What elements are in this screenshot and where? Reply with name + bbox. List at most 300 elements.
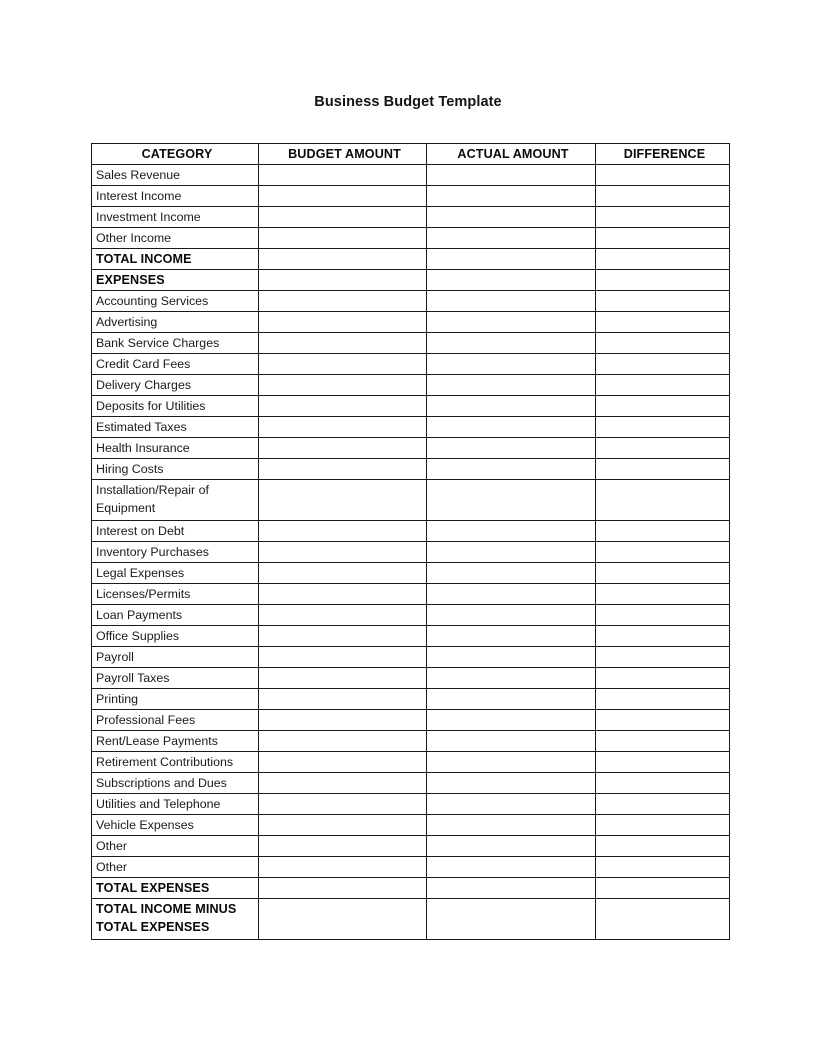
cell-budget-amount-value bbox=[259, 354, 426, 371]
cell-actual-amount-value bbox=[427, 668, 595, 685]
category-label: Legal Expenses bbox=[96, 566, 185, 581]
cell-budget-amount-value bbox=[259, 542, 426, 559]
cell-difference-value bbox=[596, 668, 729, 685]
table-row bbox=[92, 878, 730, 899]
cell-category bbox=[92, 417, 259, 438]
cell-budget-amount-value bbox=[259, 375, 426, 392]
cell-budget-amount-value bbox=[259, 689, 426, 706]
cell-category bbox=[92, 668, 259, 689]
category-label: Subscriptions and Dues bbox=[96, 776, 227, 791]
table-row bbox=[92, 710, 730, 731]
cell-difference-value bbox=[596, 857, 729, 874]
cell-budget-amount[interactable] bbox=[259, 291, 427, 312]
cell-category bbox=[92, 542, 259, 563]
cell-actual-amount[interactable] bbox=[427, 186, 596, 207]
cell-actual-amount-value bbox=[427, 165, 595, 182]
cell-budget-amount-value bbox=[259, 647, 426, 664]
cell-actual-amount-value bbox=[427, 857, 595, 874]
cell-difference[interactable] bbox=[596, 291, 730, 312]
cell-difference-value bbox=[596, 291, 729, 308]
category-label: Bank Service Charges bbox=[96, 336, 220, 351]
cell-category bbox=[92, 333, 259, 354]
table-row bbox=[92, 689, 730, 710]
cell-actual-amount[interactable] bbox=[427, 438, 596, 459]
cell-difference-value bbox=[596, 333, 729, 350]
cell-budget-amount-value bbox=[259, 815, 426, 832]
cell-actual-amount-value bbox=[427, 626, 595, 643]
cell-budget-amount-value bbox=[259, 773, 426, 790]
category-label: Installation/Repair of Equipment bbox=[96, 483, 209, 515]
cell-actual-amount-value bbox=[427, 689, 595, 706]
cell-difference-value bbox=[596, 375, 729, 392]
cell-difference[interactable] bbox=[596, 668, 730, 689]
category-label: Interest on Debt bbox=[96, 524, 185, 539]
cell-actual-amount[interactable] bbox=[427, 857, 596, 878]
cell-actual-amount[interactable] bbox=[427, 794, 596, 815]
table-body bbox=[92, 165, 730, 940]
cell-difference[interactable] bbox=[596, 794, 730, 815]
cell-category bbox=[92, 354, 259, 375]
cell-actual-amount[interactable] bbox=[427, 207, 596, 228]
category-label: Loan Payments bbox=[96, 608, 183, 623]
cell-difference-value bbox=[596, 878, 729, 895]
cell-difference-value bbox=[596, 165, 729, 182]
cell-budget-amount[interactable] bbox=[259, 228, 427, 249]
cell-budget-amount-value bbox=[259, 249, 426, 266]
cell-category bbox=[92, 605, 259, 626]
cell-actual-amount-value bbox=[427, 186, 595, 203]
cell-difference-value bbox=[596, 731, 729, 748]
cell-budget-amount[interactable] bbox=[259, 647, 427, 668]
cell-difference-value bbox=[596, 249, 729, 266]
category-label: Advertising bbox=[96, 315, 158, 330]
cell-actual-amount[interactable] bbox=[427, 249, 596, 270]
cell-budget-amount-value bbox=[259, 270, 426, 287]
cell-actual-amount[interactable] bbox=[427, 312, 596, 333]
table-row bbox=[92, 584, 730, 605]
cell-budget-amount-value bbox=[259, 417, 426, 434]
cell-budget-amount-value bbox=[259, 626, 426, 643]
cell-difference[interactable] bbox=[596, 878, 730, 899]
cell-category bbox=[92, 878, 259, 899]
category-label: Investment Income bbox=[96, 210, 201, 225]
column-header-actual-amount-label: ACTUAL AMOUNT bbox=[457, 147, 569, 161]
cell-actual-amount-value bbox=[427, 417, 595, 434]
cell-difference[interactable] bbox=[596, 542, 730, 563]
cell-budget-amount-value bbox=[259, 668, 426, 685]
cell-actual-amount[interactable] bbox=[427, 165, 596, 186]
cell-budget-amount-value bbox=[259, 731, 426, 748]
category-label: TOTAL INCOME bbox=[96, 252, 192, 267]
category-label: Hiring Costs bbox=[96, 462, 164, 477]
cell-difference[interactable] bbox=[596, 270, 730, 291]
category-label: Rent/Lease Payments bbox=[96, 734, 218, 749]
cell-actual-amount-value bbox=[427, 228, 595, 245]
cell-budget-amount[interactable] bbox=[259, 815, 427, 836]
cell-budget-amount[interactable] bbox=[259, 836, 427, 857]
table-row bbox=[92, 291, 730, 312]
table-row bbox=[92, 521, 730, 542]
cell-category bbox=[92, 207, 259, 228]
cell-difference-value bbox=[596, 396, 729, 413]
cell-budget-amount[interactable] bbox=[259, 375, 427, 396]
cell-actual-amount[interactable] bbox=[427, 333, 596, 354]
table-row bbox=[92, 857, 730, 878]
cell-budget-amount-value bbox=[259, 480, 426, 517]
column-header-budget-amount bbox=[259, 144, 427, 165]
cell-difference-value bbox=[596, 689, 729, 706]
cell-category bbox=[92, 815, 259, 836]
cell-budget-amount[interactable] bbox=[259, 773, 427, 794]
cell-actual-amount-value bbox=[427, 878, 595, 895]
cell-difference[interactable] bbox=[596, 207, 730, 228]
cell-category bbox=[92, 584, 259, 605]
cell-actual-amount-value bbox=[427, 354, 595, 371]
cell-actual-amount[interactable] bbox=[427, 354, 596, 375]
cell-difference[interactable] bbox=[596, 752, 730, 773]
category-label: Interest Income bbox=[96, 189, 182, 204]
table-row bbox=[92, 333, 730, 354]
cell-difference-value bbox=[596, 521, 729, 538]
cell-actual-amount[interactable] bbox=[427, 836, 596, 857]
cell-budget-amount[interactable] bbox=[259, 626, 427, 647]
category-label: Other bbox=[96, 860, 127, 875]
cell-difference[interactable] bbox=[596, 480, 730, 521]
cell-actual-amount-value bbox=[427, 249, 595, 266]
column-header-category bbox=[92, 144, 259, 165]
cell-budget-amount-value bbox=[259, 207, 426, 224]
cell-category bbox=[92, 375, 259, 396]
cell-category bbox=[92, 459, 259, 480]
table-row bbox=[92, 459, 730, 480]
cell-budget-amount[interactable] bbox=[259, 480, 427, 521]
cell-category bbox=[92, 312, 259, 333]
category-label: Licenses/Permits bbox=[96, 587, 191, 602]
cell-actual-amount-value bbox=[427, 584, 595, 601]
cell-category bbox=[92, 396, 259, 417]
cell-actual-amount[interactable] bbox=[427, 291, 596, 312]
cell-actual-amount[interactable] bbox=[427, 668, 596, 689]
cell-difference[interactable] bbox=[596, 186, 730, 207]
cell-actual-amount[interactable] bbox=[427, 899, 596, 940]
table-row bbox=[92, 773, 730, 794]
category-label: Professional Fees bbox=[96, 713, 196, 728]
cell-actual-amount-value bbox=[427, 480, 595, 517]
table-row bbox=[92, 668, 730, 689]
cell-actual-amount[interactable] bbox=[427, 270, 596, 291]
cell-difference[interactable] bbox=[596, 836, 730, 857]
cell-difference[interactable] bbox=[596, 354, 730, 375]
cell-actual-amount-value bbox=[427, 731, 595, 748]
cell-budget-amount[interactable] bbox=[259, 438, 427, 459]
table-row bbox=[92, 312, 730, 333]
cell-budget-amount-value bbox=[259, 228, 426, 245]
cell-difference[interactable] bbox=[596, 773, 730, 794]
cell-difference[interactable] bbox=[596, 605, 730, 626]
cell-actual-amount[interactable] bbox=[427, 480, 596, 521]
cell-budget-amount-value bbox=[259, 752, 426, 769]
cell-actual-amount[interactable] bbox=[427, 459, 596, 480]
cell-budget-amount[interactable] bbox=[259, 668, 427, 689]
cell-budget-amount[interactable] bbox=[259, 710, 427, 731]
cell-actual-amount[interactable] bbox=[427, 626, 596, 647]
category-label: Payroll Taxes bbox=[96, 671, 170, 686]
cell-difference[interactable] bbox=[596, 563, 730, 584]
category-label: EXPENSES bbox=[96, 273, 165, 288]
table-row bbox=[92, 228, 730, 249]
cell-actual-amount-value bbox=[427, 438, 595, 455]
cell-actual-amount-value bbox=[427, 710, 595, 727]
cell-actual-amount[interactable] bbox=[427, 396, 596, 417]
cell-category bbox=[92, 291, 259, 312]
cell-difference-value bbox=[596, 836, 729, 853]
cell-budget-amount[interactable] bbox=[259, 542, 427, 563]
cell-difference-value bbox=[596, 563, 729, 580]
cell-category bbox=[92, 480, 259, 521]
cell-actual-amount[interactable] bbox=[427, 605, 596, 626]
table-row bbox=[92, 752, 730, 773]
cell-budget-amount[interactable] bbox=[259, 249, 427, 270]
cell-budget-amount-value bbox=[259, 899, 426, 936]
cell-difference[interactable] bbox=[596, 312, 730, 333]
cell-category bbox=[92, 228, 259, 249]
cell-difference-value bbox=[596, 773, 729, 790]
cell-difference[interactable] bbox=[596, 333, 730, 354]
cell-budget-amount[interactable] bbox=[259, 752, 427, 773]
cell-budget-amount-value bbox=[259, 521, 426, 538]
category-label: Other bbox=[96, 839, 127, 854]
cell-difference-value bbox=[596, 270, 729, 287]
cell-budget-amount-value bbox=[259, 396, 426, 413]
cell-actual-amount-value bbox=[427, 752, 595, 769]
cell-difference[interactable] bbox=[596, 438, 730, 459]
cell-difference[interactable] bbox=[596, 689, 730, 710]
cell-difference-value bbox=[596, 207, 729, 224]
cell-difference[interactable] bbox=[596, 165, 730, 186]
table-row bbox=[92, 794, 730, 815]
cell-difference[interactable] bbox=[596, 815, 730, 836]
cell-difference-value bbox=[596, 228, 729, 245]
table-row bbox=[92, 270, 730, 291]
cell-budget-amount-value bbox=[259, 291, 426, 308]
cell-actual-amount[interactable] bbox=[427, 773, 596, 794]
cell-budget-amount[interactable] bbox=[259, 857, 427, 878]
cell-actual-amount-value bbox=[427, 270, 595, 287]
cell-difference[interactable] bbox=[596, 584, 730, 605]
cell-difference-value bbox=[596, 354, 729, 371]
cell-difference[interactable] bbox=[596, 417, 730, 438]
cell-difference[interactable] bbox=[596, 731, 730, 752]
cell-category bbox=[92, 563, 259, 584]
cell-difference-value bbox=[596, 542, 729, 559]
cell-actual-amount[interactable] bbox=[427, 878, 596, 899]
cell-budget-amount[interactable] bbox=[259, 270, 427, 291]
cell-difference[interactable] bbox=[596, 396, 730, 417]
cell-difference-value bbox=[596, 186, 729, 203]
cell-actual-amount-value bbox=[427, 605, 595, 622]
cell-difference[interactable] bbox=[596, 249, 730, 270]
cell-actual-amount-value bbox=[427, 459, 595, 476]
cell-difference-value bbox=[596, 647, 729, 664]
cell-budget-amount-value bbox=[259, 857, 426, 874]
table-row bbox=[92, 836, 730, 857]
cell-category bbox=[92, 899, 259, 940]
cell-actual-amount[interactable] bbox=[427, 417, 596, 438]
cell-actual-amount-value bbox=[427, 563, 595, 580]
cell-actual-amount[interactable] bbox=[427, 647, 596, 668]
category-label: TOTAL INCOME MINUS TOTAL EXPENSES bbox=[96, 902, 237, 934]
category-label: TOTAL EXPENSES bbox=[96, 881, 210, 896]
cell-actual-amount-value bbox=[427, 312, 595, 329]
cell-actual-amount-value bbox=[427, 794, 595, 811]
cell-budget-amount-value bbox=[259, 605, 426, 622]
table-row bbox=[92, 626, 730, 647]
table-row bbox=[92, 186, 730, 207]
table-row bbox=[92, 480, 730, 521]
cell-category bbox=[92, 165, 259, 186]
column-header-actual-amount bbox=[427, 144, 596, 165]
cell-budget-amount[interactable] bbox=[259, 417, 427, 438]
cell-difference-value bbox=[596, 480, 729, 517]
column-header-difference bbox=[596, 144, 730, 165]
cell-difference[interactable] bbox=[596, 228, 730, 249]
cell-actual-amount[interactable] bbox=[427, 228, 596, 249]
cell-actual-amount-value bbox=[427, 291, 595, 308]
category-label: Accounting Services bbox=[96, 294, 209, 309]
table-row bbox=[92, 647, 730, 668]
table-row bbox=[92, 165, 730, 186]
table-header bbox=[92, 144, 730, 165]
cell-actual-amount-value bbox=[427, 899, 595, 936]
cell-budget-amount[interactable] bbox=[259, 396, 427, 417]
cell-category bbox=[92, 710, 259, 731]
cell-budget-amount[interactable] bbox=[259, 186, 427, 207]
cell-difference[interactable] bbox=[596, 710, 730, 731]
cell-budget-amount-value bbox=[259, 878, 426, 895]
cell-category bbox=[92, 794, 259, 815]
cell-actual-amount-value bbox=[427, 836, 595, 853]
cell-difference-value bbox=[596, 312, 729, 329]
cell-category bbox=[92, 438, 259, 459]
cell-actual-amount-value bbox=[427, 207, 595, 224]
cell-difference[interactable] bbox=[596, 857, 730, 878]
cell-budget-amount-value bbox=[259, 836, 426, 853]
table-row bbox=[92, 815, 730, 836]
page-title: Business Budget Template bbox=[314, 94, 502, 110]
cell-actual-amount-value bbox=[427, 375, 595, 392]
cell-actual-amount[interactable] bbox=[427, 689, 596, 710]
cell-actual-amount[interactable] bbox=[427, 752, 596, 773]
cell-budget-amount[interactable] bbox=[259, 312, 427, 333]
table-row bbox=[92, 417, 730, 438]
column-header-difference-label: DIFFERENCE bbox=[623, 147, 706, 161]
table-row bbox=[92, 899, 730, 940]
category-label: Printing bbox=[96, 692, 139, 707]
table-row bbox=[92, 207, 730, 228]
cell-category bbox=[92, 857, 259, 878]
table-row bbox=[92, 354, 730, 375]
cell-actual-amount-value bbox=[427, 647, 595, 664]
cell-budget-amount[interactable] bbox=[259, 605, 427, 626]
cell-actual-amount-value bbox=[427, 396, 595, 413]
cell-difference[interactable] bbox=[596, 521, 730, 542]
cell-budget-amount[interactable] bbox=[259, 689, 427, 710]
table-row bbox=[92, 605, 730, 626]
cell-difference-value bbox=[596, 752, 729, 769]
table-row bbox=[92, 563, 730, 584]
cell-budget-amount[interactable] bbox=[259, 521, 427, 542]
cell-difference[interactable] bbox=[596, 899, 730, 940]
cell-actual-amount[interactable] bbox=[427, 584, 596, 605]
cell-budget-amount[interactable] bbox=[259, 878, 427, 899]
cell-category bbox=[92, 731, 259, 752]
cell-actual-amount[interactable] bbox=[427, 563, 596, 584]
category-label: Payroll bbox=[96, 650, 134, 665]
cell-budget-amount[interactable] bbox=[259, 584, 427, 605]
cell-budget-amount[interactable] bbox=[259, 731, 427, 752]
cell-actual-amount[interactable] bbox=[427, 375, 596, 396]
table-row bbox=[92, 249, 730, 270]
cell-difference[interactable] bbox=[596, 459, 730, 480]
category-label: Office Supplies bbox=[96, 629, 180, 644]
cell-budget-amount[interactable] bbox=[259, 354, 427, 375]
cell-category bbox=[92, 836, 259, 857]
cell-actual-amount[interactable] bbox=[427, 815, 596, 836]
cell-difference[interactable] bbox=[596, 647, 730, 668]
cell-difference[interactable] bbox=[596, 626, 730, 647]
cell-budget-amount[interactable] bbox=[259, 333, 427, 354]
cell-budget-amount-value bbox=[259, 563, 426, 580]
cell-actual-amount[interactable] bbox=[427, 731, 596, 752]
cell-difference-value bbox=[596, 626, 729, 643]
cell-budget-amount-value bbox=[259, 459, 426, 476]
table-header-row bbox=[92, 144, 730, 165]
cell-actual-amount[interactable] bbox=[427, 521, 596, 542]
column-header-category-label: CATEGORY bbox=[141, 147, 213, 161]
cell-actual-amount-value bbox=[427, 815, 595, 832]
cell-category bbox=[92, 647, 259, 668]
cell-category bbox=[92, 689, 259, 710]
cell-difference-value bbox=[596, 794, 729, 811]
cell-budget-amount[interactable] bbox=[259, 899, 427, 940]
cell-actual-amount[interactable] bbox=[427, 542, 596, 563]
cell-budget-amount[interactable] bbox=[259, 563, 427, 584]
cell-category bbox=[92, 186, 259, 207]
category-label: Sales Revenue bbox=[96, 168, 181, 183]
cell-budget-amount[interactable] bbox=[259, 794, 427, 815]
table-row bbox=[92, 375, 730, 396]
cell-budget-amount[interactable] bbox=[259, 165, 427, 186]
cell-budget-amount-value bbox=[259, 165, 426, 182]
cell-budget-amount-value bbox=[259, 794, 426, 811]
cell-budget-amount-value bbox=[259, 438, 426, 455]
cell-difference-value bbox=[596, 584, 729, 601]
cell-difference-value bbox=[596, 710, 729, 727]
cell-actual-amount[interactable] bbox=[427, 710, 596, 731]
cell-category bbox=[92, 752, 259, 773]
table-row bbox=[92, 542, 730, 563]
table-row bbox=[92, 438, 730, 459]
category-label: Credit Card Fees bbox=[96, 357, 191, 372]
cell-budget-amount[interactable] bbox=[259, 459, 427, 480]
cell-difference[interactable] bbox=[596, 375, 730, 396]
cell-difference-value bbox=[596, 438, 729, 455]
cell-difference-value bbox=[596, 815, 729, 832]
cell-category bbox=[92, 521, 259, 542]
cell-category bbox=[92, 626, 259, 647]
cell-category bbox=[92, 773, 259, 794]
cell-budget-amount[interactable] bbox=[259, 207, 427, 228]
